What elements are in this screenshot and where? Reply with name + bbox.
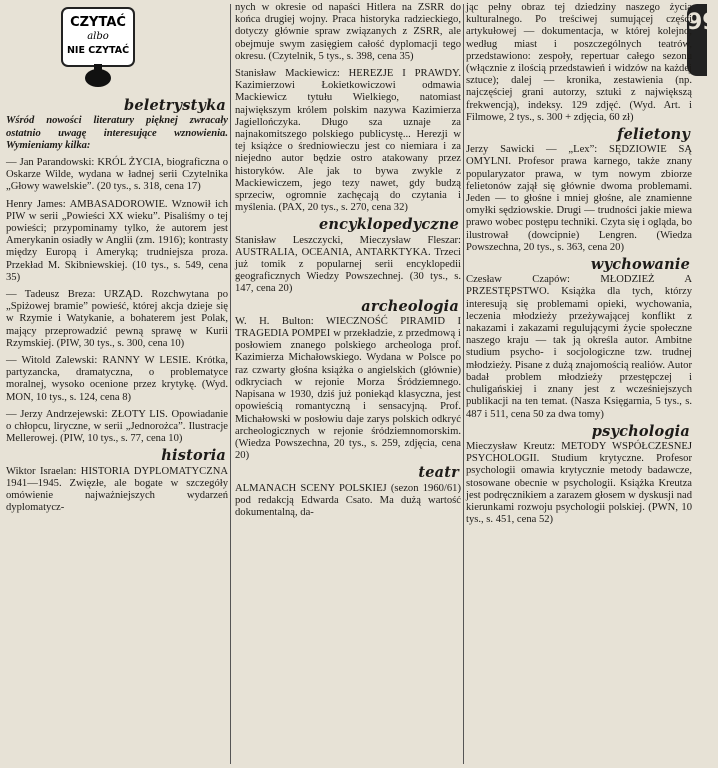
book-entry: — Witold Zalewski: RANNY W LESIE. Krótka, partyzancka, dramatyczna, o problematyce moralnej, wysoko ocenione przez krytykę. (Wyd. MON, 10 tys., s. 124, cena 8) [6,355,228,403]
book-entry: — Tadeusz Breza: URZĄD. Rozchwytana po „Spiżowej bramie” powieść, której akcja dzieje się w Rzymie i Watykanie, a bohaterem jest Polak, mający przeprowadzić pewną sprawę w Kurii Rzymskiej. (PIW, 30 tys., s. 300, cena 10) [6,289,228,349]
book-entry: Jerzy Sawicki — „Lex”: SĘDZIOWIE SĄ OMYLNI. Profesor prawa karnego, także znany popularyzator prawa, w tym nowym zbiorze felietonów zajął się głównie dwoma problemami. Jeden — to głośne i mniej głośne, ale znamienne omyłki sędziowskie. Drugi — trudności jakie miewa prawo wobec postępu techniki. Czyta się i ogląda, bo ilustrował (dowcipnie) Lengren. (Wiedza Powszechna, 20 tys., s. 363, cena 20) [466,144,692,253]
column-logo-icon [58,6,138,88]
svg-text:NIE CZYTAĆ: NIE CZYTAĆ [66,45,130,56]
book-entry: jąc pełny obraz tej dziedziny naszego życia kulturalnego. Po treściwej sumującej części artykułowej — dokumentacja, w której kolejno, według miast i poszczególnych teatrów, przedstawiono: zespoły, repertuar całego sezonu (włącznie z ilością przedstawień i widzów na każdej sztuce); dalej — kronika, zestawienia (np. najczęściej grani autorzy, sztuki z największą frekwencją), indeksy. 129 zdjęć. (Wyd. Art. i Filmowe, 2 tys., s. 300 + zdjęcia, 60 zł) [466,2,692,123]
column-1 [6,0,228,768]
section-heading: teatr [418,464,459,482]
section-heading: beletrystyka [124,97,226,115]
column-rule [230,4,231,764]
column-3 [466,0,692,768]
book-entry: Czesław Czapów: MŁODZIEŻ A PRZESTĘPSTWO. Książka dla tych, którzy interesują się problemami opieki, wychowania, leczenia młodzieży przeżywającej konflikt z nakazami i zakazami regulującymi życie społeczne naszego kraju — tak ją określa autor. Ambitne studium psycho- i socjologiczne tzw. trudnej młodzieży. Pisane z dużą znajomością realiów. Autor badał problem młodzieży przestępczej i chuligańskiej i znany jest z wcześniejszych publikacji na ten temat. (Nasza Księgarnia, 5 tys., s. 487 i 511, cena 50 za dwa tomy) [466,274,692,420]
page-number: 99 [687,4,707,76]
book-entry: ALMANACH SCENY POLSKIEJ (sezon 1960/61) pod redakcją Edwarda Csato. Ma dużą wartość dokumentalną, da- [235,482,461,518]
book-entry: W. H. Bulton: WIECZNOŚĆ PIRAMID I TRAGEDIA POMPEI w przekładzie, z przedmową i posłowiem znanego polskiego archeologa prof. Kazimierza Michałowskiego. Wydana w Polsce po raz czwarty głośna książka o angielskich (głównie) odkryciach w rejonie Morza Śródziemnego. Napisana w 1930, dziś już poniekąd klasyczna, jest opowieścią romantyczną i sensacyjną. Prof. Michałowski w posłowiu daje zarys polskich odkryć archeologicznych w rejonie śródziemnomorskim. (Wiedza Powszechna, 20 tys., s. 259, zdjęcia, cena 20) [235,315,461,462]
svg-text:CZYTAĆ: CZYTAĆ [70,15,126,30]
section-heading: historia [161,447,226,465]
book-entry: nych w okresie od napaści Hitlera na ZSRR do końca drugiej wojny. Praca historyka radzieckiego, dotyczy głównie spraw związanych z ZSRR, ale obejmuje swym zasięgiem całość dyplomacji tego okresu. (Czytelnik, 5 tys., s. 398, cena 35) [235,2,461,62]
section-heading: psychologia [591,422,690,440]
svg-text:albo: albo [87,31,109,42]
book-entry: Mieczysław Kreutz: METODY WSPÓŁCZESNEJ PSYCHOLOGII. Studium krytyczne. Profesor psychologii omawia krytycznie metody badawcze, stosowane obecnie w psychologii. Książka Kreutza jest podręcznikiem a zarazem głosem w dyskusji nad kierunkami rozwoju psychologii polskiej. (PWN, 10 tys., s. 451, cena 52) [466,440,692,526]
column-rule [463,4,464,764]
book-entry: Wiktor Israelan: HISTORIA DYPLOMATYCZNA 1941—1945. Zwięzłe, ale bogate w szczegóły omówienie najważniejszych wydarzeń dyplomatycz- [6,465,228,514]
book-entry: Stanisław Leszczycki, Mieczysław Fleszar: AUSTRALIA, OCEANIA, ANTARKTYKA. Trzeci już tomik z popularnej serii encyklopedii geograficznych Wiedzy Powszechnej. (30 tys., s. 147, cena 20) [235,234,461,295]
column-2 [235,0,461,768]
section-heading: wychowanie [590,256,690,274]
section-heading: archeologia [361,297,459,315]
section-heading: encyklopedyczne [318,216,459,234]
book-entry: — Jerzy Andrzejewski: ZŁOTY LIS. Opowiadanie o chłopcu, liryczne, w serii „Jednorożca”. Ilustracje Mellerowej. (PIW, 10 tys., s. 77, cena 10) [6,408,228,445]
book-entry: Henry James: AMBASADOROWIE. Wznowił ich PIW w serii „Powieści XX wieku”. Pisaliśmy o tej powieści; przypominamy tylko, że autorem jest Amerykanin osiadły w Anglii (zm. 1916); kontrasty między Europą i Ameryką; trudniejsza proza. Przekład M. Skibniewskiej. (10 tys., s. 549, cena 35) [6,198,228,283]
book-entry: Stanisław Mackiewicz: HEREZJE I PRAWDY. Kazimierzowi Łokietkowiczowi odmawia Mackiewicz tytułu Wielkiego, natomiast największym królem polskim nazywa Kazimierza Jagiellończyka. Długo sza uznaje za najnakomitszego polskiego publicystę... Herezji w tej książce o średniowieczu jest co niemiara i za niejedno autor będzie ostro atakowany przez historyków. Ale jak to bywa zwykle z Mackiewiczem, jego tezy nawet, gdy budzą sprzeciw, ogromnie zachęcają do czytania i myślenia. (PAX, 20 tys., s. 270, cena 32) [235,68,461,214]
section-heading: felietony [617,126,690,144]
intro-text: Wśród nowości literatury pięknej zwracały ostatnio uwagę interesujące wznowienia. Wymieniamy kilka: [6,115,228,151]
book-entry: — Jan Parandowski: KRÓL ŻYCIA, biograficzna o Oskarze Wilde, wydana w ładnej serii Czytelnika „Głowy wawelskie”. (20 tys., s. 318, cena 17) [6,157,228,193]
